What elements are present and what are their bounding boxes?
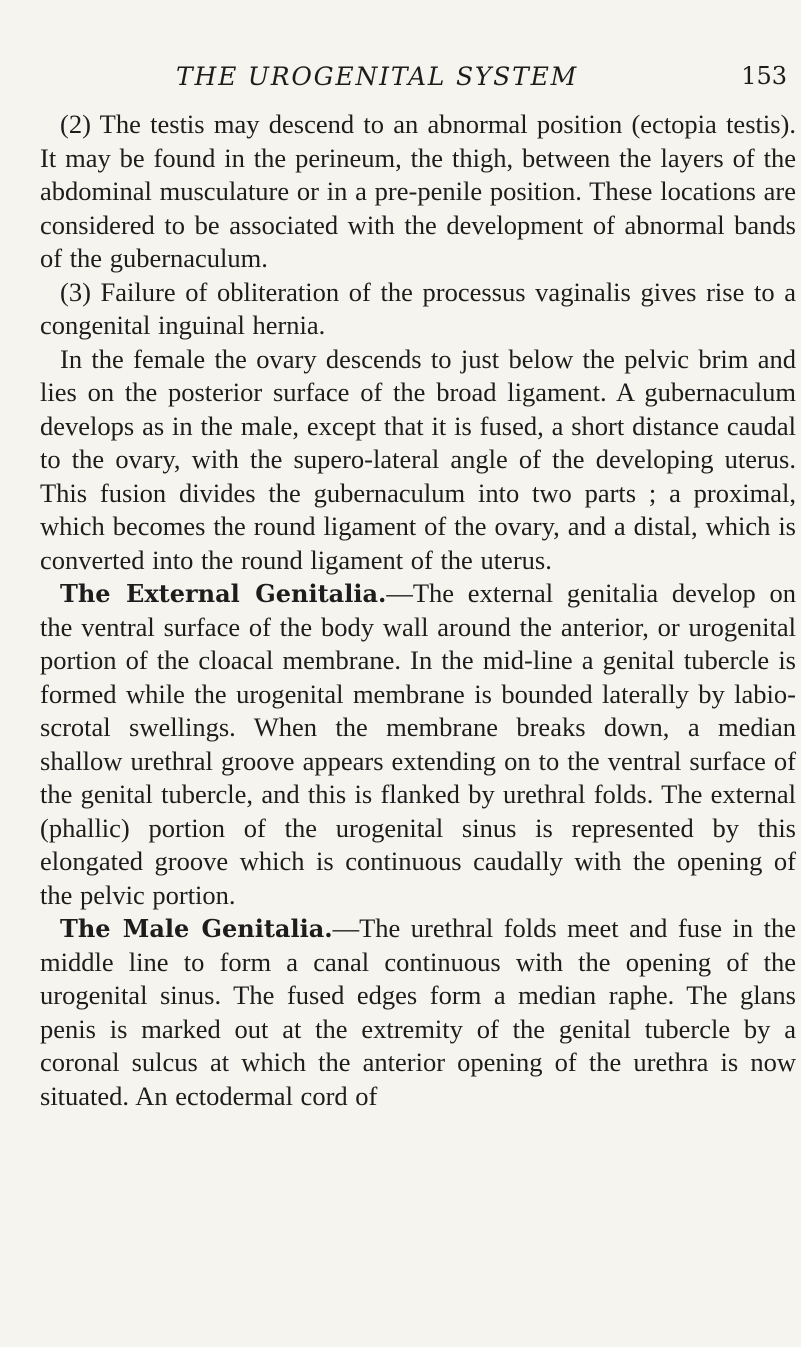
paragraph-text: —The external genitalia develop on the ventral surface of the body wall around the anterior, or urogenital portion of the cloacal membrane. In the mid-line a genital tubercle is formed while the urogenital membrane is bounded laterally by labio-scrotal swellings. When the membrane breaks down, a median shallow urethral groove appears extending on to the ventral surface of the genital tubercle, and this is flanked by urethral folds. The external (phallic) portion of the urogenital sinus is represented by this elongated groove which is continuous caudally with the opening of the pelvic portion. [40, 578, 796, 910]
section-heading-external-genitalia: The External Genitalia. [60, 579, 387, 608]
paragraph-ectopia-testis [40, 108, 796, 276]
paragraph-external-genitalia [40, 577, 796, 912]
paragraph-text: In the female the ovary descends to just below the pelvic brim and lies on the posterior surface of the broad ligament. A gubernaculum develops as in the male, except that it is fused, a short distance caudal to the ovary, with the supero-lateral angle of the developing uterus. This fusion divides the gubernaculum into two parts ; a proximal, which becomes the round ligament of the ovary, and a distal, which is converted into the round ligament of the uterus. [40, 343, 796, 575]
paragraph-processus-vaginalis [40, 276, 796, 343]
section-heading-male-genitalia: The Male Genitalia. [60, 914, 333, 943]
paragraph-male-genitalia [40, 912, 796, 1113]
page-number: 153 [741, 62, 787, 90]
paragraph-text: —The urethral folds meet and fuse in the middle line to form a canal continuous with the opening of the urogenital sinus. The fused edges form a median raphe. The glans penis is marked out at the extremity of the genital tubercle by a coronal sulcus at which the anterior opening of the urethra is now situated. An ectodermal cord of [40, 913, 796, 1111]
running-head [44, 62, 789, 96]
running-title: THE UROGENITAL SYSTEM [176, 62, 579, 91]
body-text [40, 108, 796, 1113]
paragraph-text: (3) Failure of obliteration of the processus vaginalis gives rise to a congenital inguinal hernia. [40, 276, 796, 340]
paragraph-text: (2) The testis may descend to an abnormal position (ectopia testis). It may be found in the perineum, the thigh, between the layers of the abdominal musculature or in a pre-penile position. These locations are considered to be associated with the development of abnormal bands of the gubernaculum. [40, 109, 796, 273]
paragraph-female-ovary [40, 343, 796, 578]
